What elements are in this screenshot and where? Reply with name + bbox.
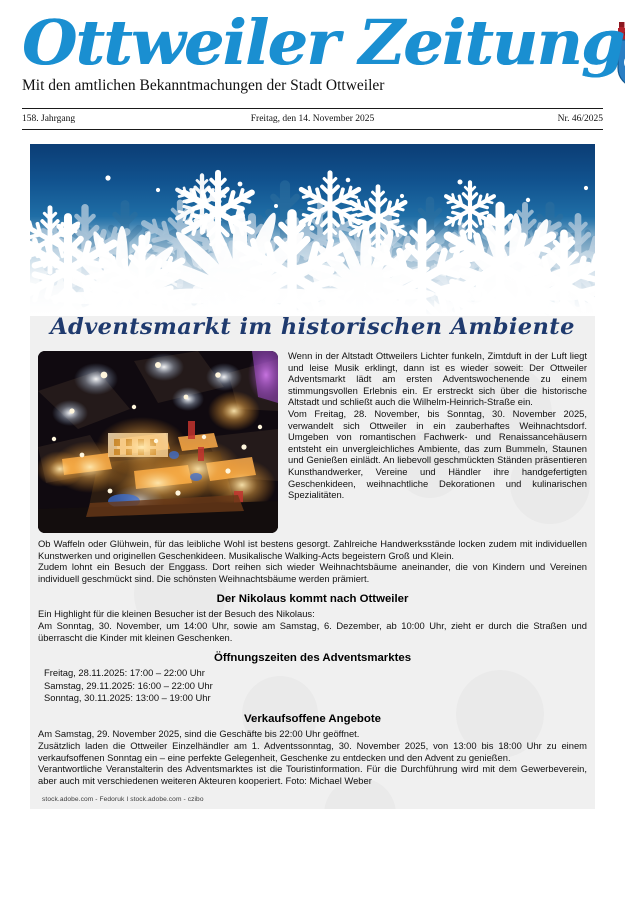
issue-number: Nr. 46/2025 bbox=[557, 114, 604, 124]
article-container bbox=[30, 144, 595, 809]
article-intro bbox=[38, 350, 587, 533]
section-heading-verkaufsoffene-angebote: Verkaufsoffene Angebote bbox=[244, 713, 381, 726]
nikolaus-paragraph: Am Sonntag, 30. November, um 14:00 Uhr, sowie am Samstag, 6. Dezember, ab 10:00 Uhr, zieht er durch die Straßen und überrascht die Kinder mit kleinen Geschenken. bbox=[38, 619, 587, 643]
article-headline: Adventsmarkt im historischen Ambiente bbox=[50, 314, 575, 340]
nikolaus-paragraph: Ein Highlight für die kleinen Besucher ist der Besuch des Nikolaus: bbox=[38, 608, 315, 620]
snowflake-banner-graphic bbox=[30, 144, 595, 316]
masthead-row bbox=[22, 6, 624, 96]
angebote-paragraph: Verantwortliche Veranstalterin des Adventsmarktes ist die Touristinformation. Für die Durchführung wird mit dem Gewerbeverein, aber auch mit verschiedenen weiteren Akteuren kooperiert. Foto: Michael Weber bbox=[38, 763, 587, 786]
intro-paragraph: Vom Freitag, 28. November, bis Sonntag, 30. November 2025, verwandelt sich Ottweiler in ein zauberhaftes Weihnachtsdorf. Umgeben von romantischen Fachwerk- und Renaissancehäusern entsteht ein unvergleichliches Ambiente, das zum Bummeln, Staunen und Genießen einlädt. An liebevoll geschmückten Ständen präsentieren Kunsthandwerker, Vereine und Händler ihre handgefertigten Geschenkideen, weihnachtliche Dekorationen und kulinarischen Spezialitäten. bbox=[288, 407, 587, 501]
issue-date: Freitag, den 14. November 2025 bbox=[250, 114, 375, 124]
opening-hours-line: Samstag, 29.11.2025: 16:00 – 22:00 Uhr bbox=[44, 679, 213, 691]
article-full-width-text bbox=[38, 538, 587, 584]
opening-hours-line: Freitag, 28.11.2025: 17:00 – 22:00 Uhr bbox=[44, 667, 205, 679]
masthead-divider-bottom bbox=[22, 129, 603, 130]
issue-volume: 158. Jahrgang bbox=[22, 114, 76, 124]
masthead-left bbox=[22, 6, 624, 95]
section-heading-oeffnungszeiten: Öffnungszeiten des Adventsmarktes bbox=[213, 652, 412, 665]
issue-line bbox=[0, 109, 625, 129]
snowflake-banner bbox=[30, 144, 595, 316]
article-intro-text bbox=[288, 350, 587, 501]
angebote-paragraph: Am Samstag, 29. November 2025, sind die Geschäfte bis 22:00 Uhr geöffnet. bbox=[38, 728, 360, 740]
section-heading-nikolaus: Der Nikolaus kommt nach Ottweiler bbox=[216, 593, 409, 606]
photo-credit: stock.adobe.com - Fedoruk I stock.adobe.com - czibo bbox=[42, 796, 204, 804]
masthead bbox=[0, 0, 625, 96]
masthead-subtitle: Mit den amtlichen Bekanntmachungen der Stadt Ottweiler bbox=[22, 77, 385, 95]
christmas-market-photo-graphic bbox=[38, 351, 278, 533]
article-body bbox=[30, 314, 595, 809]
intro-paragraph: Wenn in der Altstadt Ottweilers Lichter funkeln, Zimtduft in der Luft liegt und leise Musik erklingt, dann ist es wieder soweit: Der Ottweiler Adventsmarkt lädt am ersten Adventswochenende zu einem stimmungsvollen Erlebnis ein. Er erstreckt sich über die historische Altstadt und schließt auch die Wilhelm-Heinrich-Straße ein. bbox=[288, 350, 587, 408]
opening-hours-line: Sonntag, 30.11.2025: 13:00 – 19:00 Uhr bbox=[44, 691, 211, 703]
christmas-market-photo bbox=[38, 351, 278, 533]
page-title: Ottweiler Zeitung bbox=[22, 6, 624, 79]
angebote-paragraph: Zusätzlich laden die Ottweiler Einzelhändler am 1. Adventssonntag, 30. November 2025, von 13:00 bis 18:00 Uhr zu einem verkaufsoffenen Sonntag ein – eine perfekte Gelegenheit, Geschenke zu entdecken und den Advent zu genießen. bbox=[38, 739, 587, 763]
body-paragraph: Zudem lohnt ein Besuch der Enggass. Dort reihen sich wieder Weihnachtsbäume aneinander, die von Kindern und Vereinen individuell geschmückt sind. Die schönsten Weihnachtsbäume werden prämiert. bbox=[38, 561, 587, 584]
body-paragraph: Ob Waffeln oder Glühwein, für das leibliche Wohl ist bestens gesorgt. Zahlreiche Handwerksstände locken zudem mit individuellen Kunstwerken und originellen Geschenkideen. Musikalische Walking-Acts begeistern Groß und Klein. bbox=[38, 538, 587, 561]
